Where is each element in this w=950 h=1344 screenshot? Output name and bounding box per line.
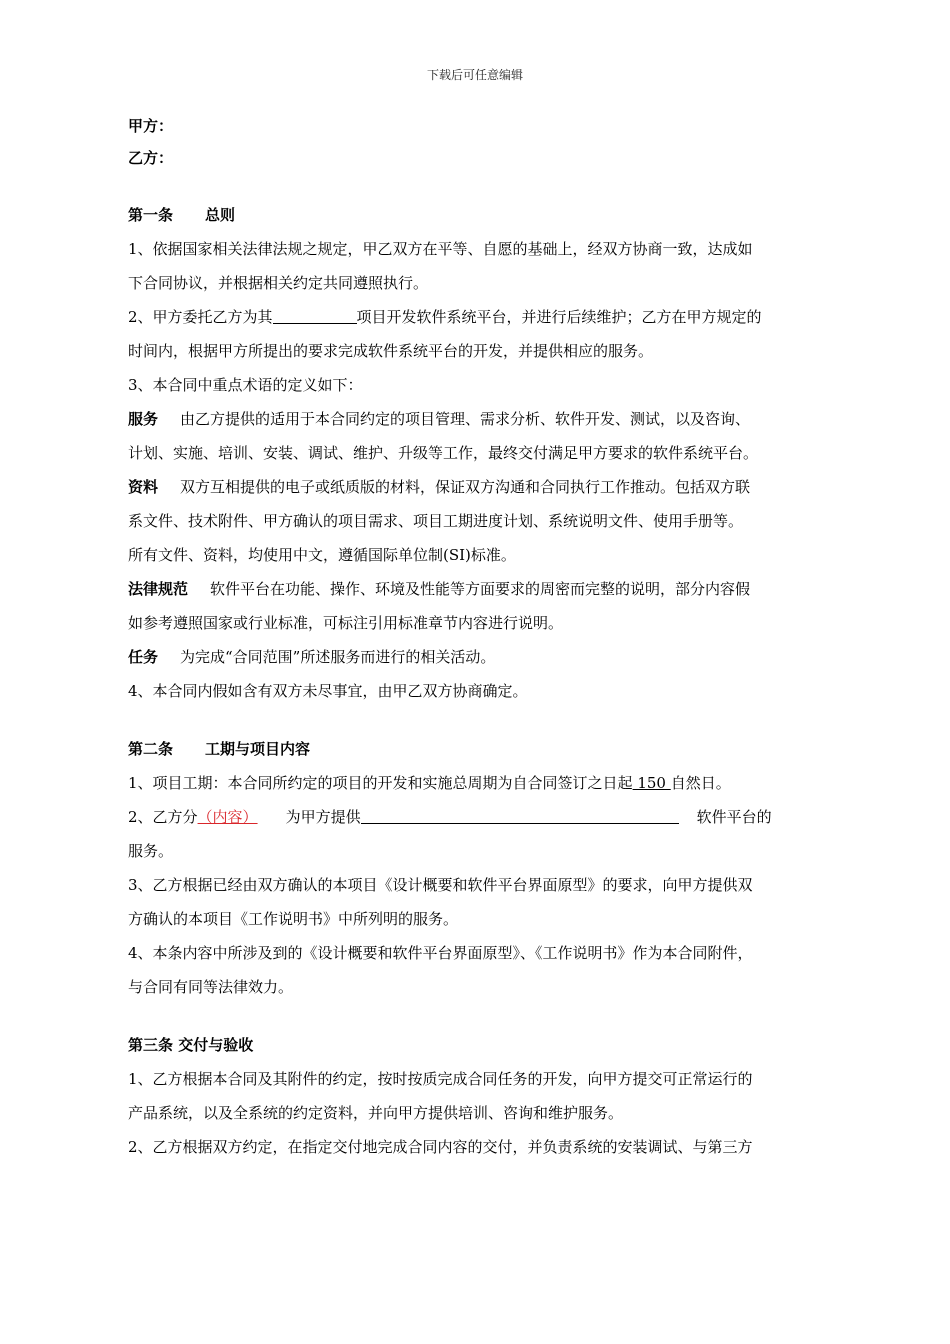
s1-p2-text: 2、甲方委托乙方为其 [128,308,273,326]
term-materials-def: 双方互相提供的电子或纸质版的材料，保证双方沟通和合同执行工作推动。包括双方联 [180,478,751,496]
s1-p1-line2: 下合同协议，并根据相关约定共同遵照执行。 [128,274,429,292]
s2-p2-text-end: 软件平台的 [696,808,772,826]
s2-p2-text: 2、乙方分 [128,808,198,826]
term-materials-def-line2: 系文件、技术附件、甲方确认的项目需求、项目工期进度计划、系统说明文件、使用手册等。 [128,512,744,530]
term-task-def: 为完成“合同范围”所述服务而进行的相关活动。 [180,648,496,666]
party-a-label: 甲方： [128,117,174,135]
term-service [128,402,828,436]
s1-p3: 3、本合同中重点术语的定义如下： [128,376,363,394]
contract-body [128,110,828,1164]
section-3-heading: 第三条 交付与验收 [128,1036,254,1054]
duration-days: 150 [632,774,671,792]
s3-p1-line2: 产品系统，以及全系统的约定资料，并向甲方提供培训、咨询和维护服务。 [128,1104,624,1122]
term-materials-label: 资料 [128,478,159,496]
section-1-number: 第一条 [128,206,174,224]
s2-p1-text-end: 自然日。 [670,774,731,792]
s2-p2-line1 [128,800,828,834]
content-placeholder: （内容） [197,808,258,826]
s2-p2-line2: 服务。 [128,842,174,860]
section-1-heading [128,198,828,232]
s1-p2-line1 [128,300,828,334]
s1-p1-line1: 1、依据国家相关法律法规之规定，甲乙双方在平等、自愿的基础上，经双方协商一致，达成如 [128,240,753,258]
term-service-label: 服务 [128,410,159,428]
section-1-title: 总则 [205,206,236,224]
s3-p2-line1: 2、乙方根据双方约定，在指定交付地完成合同内容的交付，并负责系统的安装调试、与第三方 [128,1138,753,1156]
term-legal-label: 法律规范 [128,580,189,598]
term-legal-def-line2: 如参考遵照国家或行业标准，可标注引用标准章节内容进行说明。 [128,614,564,632]
section-2-heading [128,732,828,766]
s2-p3-line1: 3、乙方根据已经由双方确认的本项目《设计概要和软件平台界面原型》的要求，向甲方提供双 [128,876,753,894]
s1-p2-line2: 时间内，根据甲方所提出的要求完成软件系统平台的开发，并提供相应的服务。 [128,342,654,360]
section-2-number: 第二条 [128,740,174,758]
s2-p1-text: 1、项目工期：本合同所约定的项目的开发和实施总周期为自合同签订之日起 [128,774,633,792]
s2-p2-text-mid: 为甲方提供 [285,808,361,826]
term-legal-def: 软件平台在功能、操作、环境及性能等方面要求的周密而完整的说明，部分内容假 [210,580,751,598]
term-legal [128,572,828,606]
s2-p1 [128,766,828,800]
s3-p1-line1: 1、乙方根据本合同及其附件的约定，按时按质完成合同任务的开发，向甲方提交可正常运行的 [128,1070,753,1088]
term-task-label: 任务 [128,648,159,666]
s2-p3-line2: 方确认的本项目《工作说明书》中所列明的服务。 [128,910,459,928]
page-header: 下载后可任意编辑 [426,68,523,82]
term-materials [128,470,828,504]
s2-p4-line2: 与合同有同等法律效力。 [128,978,294,996]
project-name-blank [273,305,357,324]
term-service-def: 由乙方提供的适用于本合同约定的项目管理、需求分析、软件开发、测试，以及咨询、 [180,410,751,428]
term-materials-def-line3: 所有文件、资料，均使用中文，遵循国际单位制(SI)标准。 [128,546,516,564]
section-2-title: 工期与项目内容 [205,740,311,758]
s1-p4: 4、本合同内假如含有双方未尽事宜，由甲乙双方协商确定。 [128,682,528,700]
s1-p2-text-cont: 项目开发软件系统平台，并进行后续维护；乙方在甲方规定的 [356,308,762,326]
term-service-def-line2: 计划、实施、培训、安装、调试、维护、升级等工作，最终交付满足甲方要求的软件系统平台。 [128,444,759,462]
s2-p4-line1: 4、本条内容中所涉及到的《设计概要和软件平台界面原型》、《工作说明书》作为本合同附件， [128,944,753,962]
party-b-label: 乙方： [128,149,174,167]
platform-name-blank [361,805,679,824]
term-task [128,640,828,674]
